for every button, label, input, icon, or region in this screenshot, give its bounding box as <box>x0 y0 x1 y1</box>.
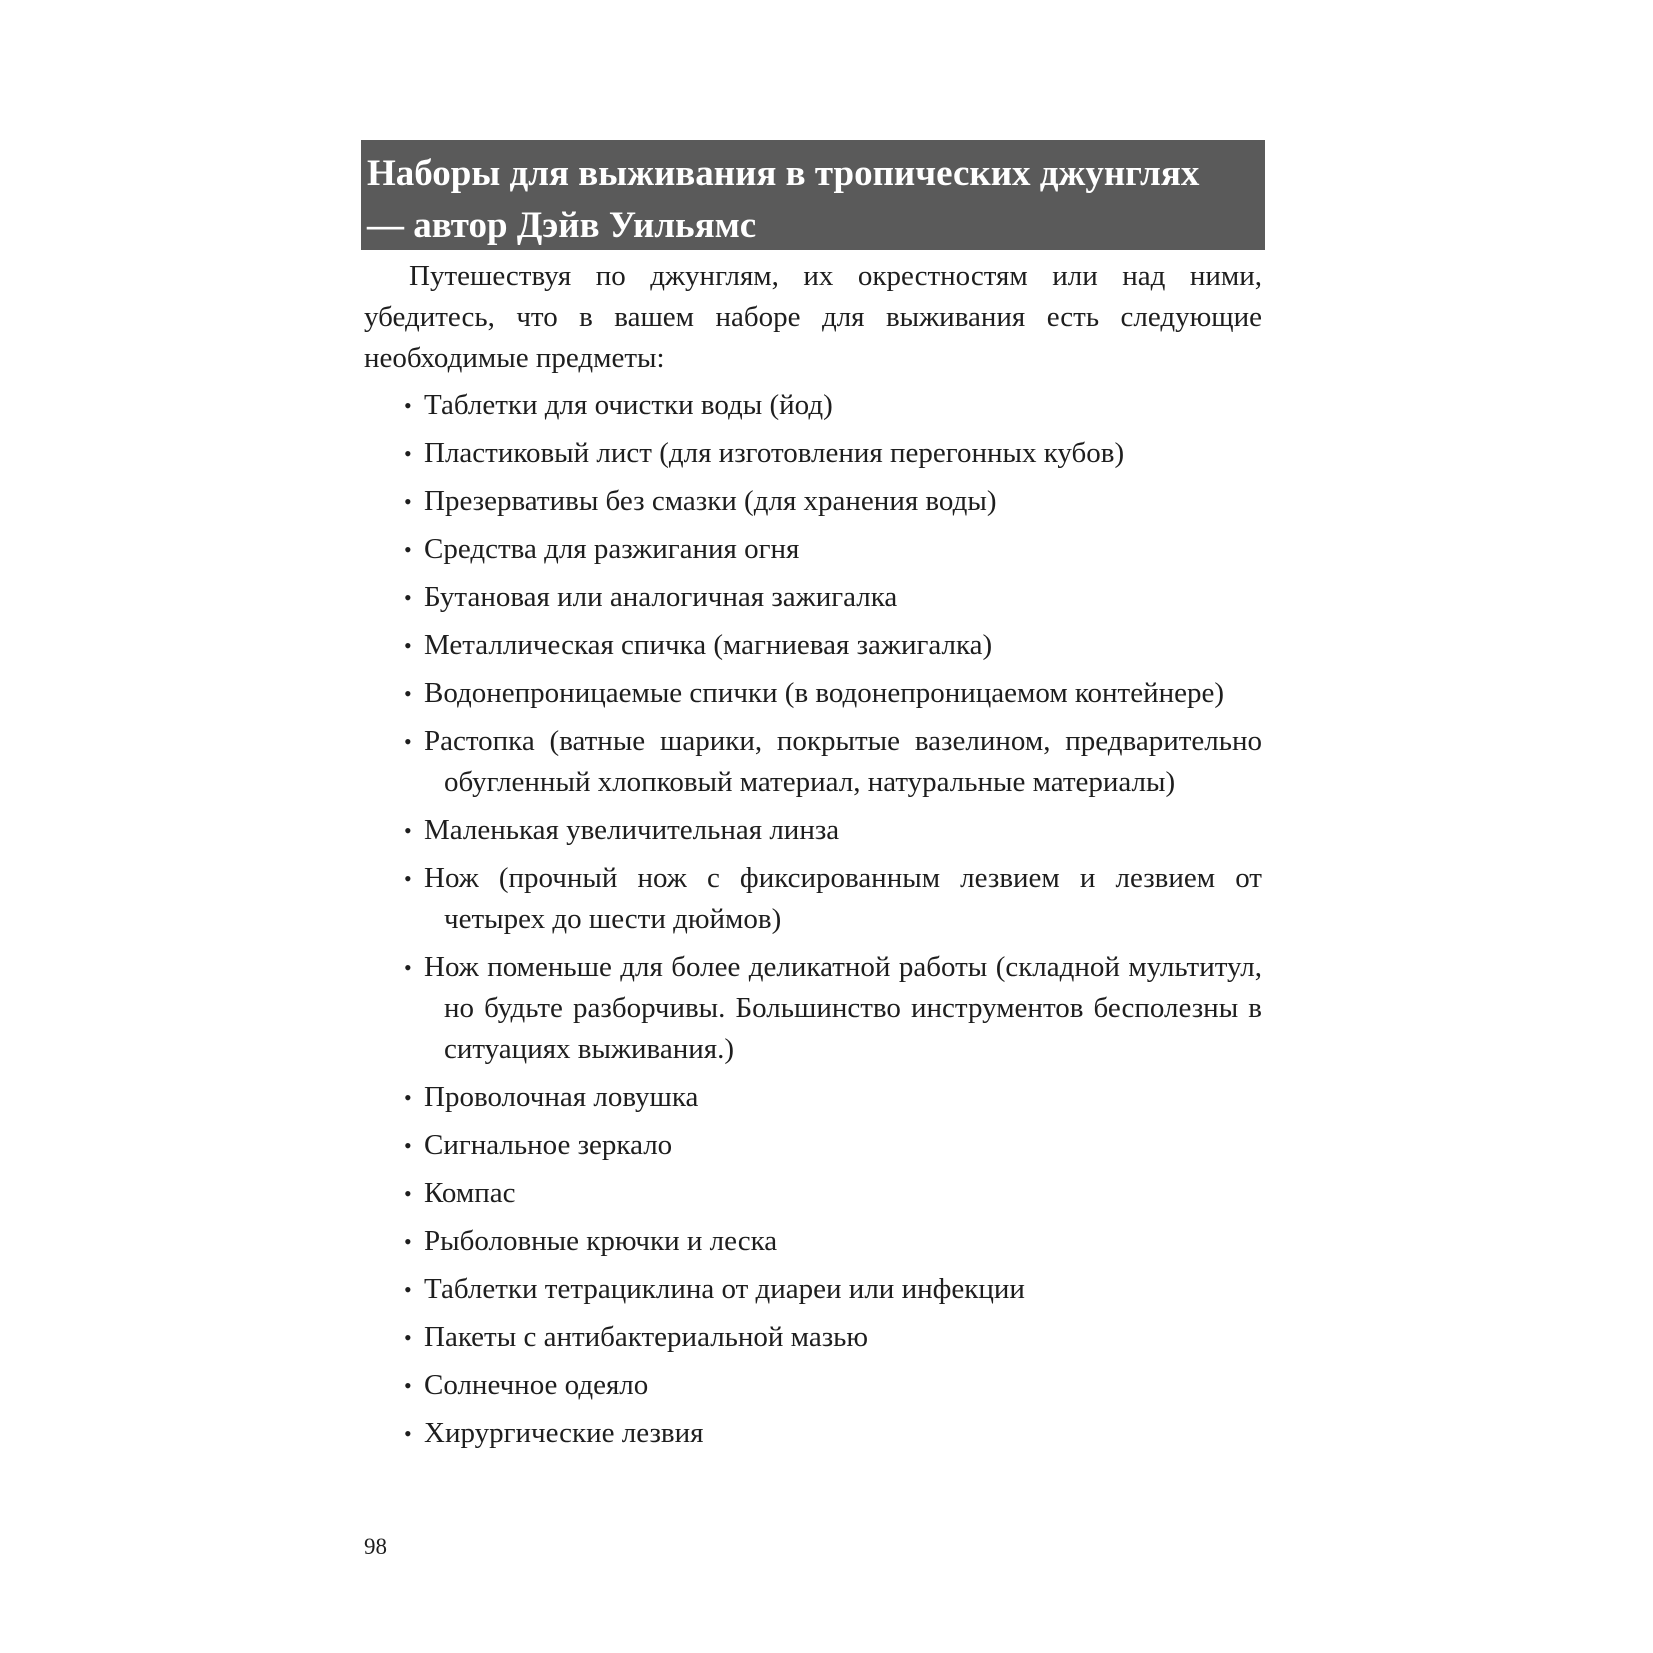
list-item <box>404 673 1262 714</box>
bullet-icon: • <box>404 585 412 610</box>
intro-paragraph: Путешествуя по джунглям, их окрестностям или над ними, убедитесь, что в вашем наборе для выживания есть следующие необходимые предметы: <box>364 260 1262 374</box>
list-item <box>404 1125 1262 1166</box>
bullet-icon: • <box>404 537 412 562</box>
bullet-icon: • <box>404 1181 412 1206</box>
heading-line-2: — автор Дэйв Уильямс <box>367 205 757 246</box>
list-item <box>404 529 1262 570</box>
bullet-icon: • <box>404 681 412 706</box>
list-item-text: Проволочная ловушка <box>424 1081 699 1113</box>
bullet-icon: • <box>404 818 412 843</box>
list-item <box>404 947 1262 1070</box>
list-item-text: Маленькая увеличительная линза <box>424 814 840 846</box>
list-item <box>404 577 1262 618</box>
list-item <box>404 1221 1262 1262</box>
list-item-text: Рыболовные крючки и леска <box>424 1225 778 1257</box>
list-item <box>404 1413 1262 1454</box>
list-item <box>404 433 1262 474</box>
survival-kit-list <box>404 385 1262 1461</box>
list-item-text: Средства для разжигания огня <box>424 533 800 565</box>
bullet-icon: • <box>404 1229 412 1254</box>
list-item <box>404 1173 1262 1214</box>
list-item-text: Солнечное одеяло <box>424 1369 649 1401</box>
bullet-icon: • <box>404 1133 412 1158</box>
list-item-text: Таблетки для очистки воды (йод) <box>424 389 833 421</box>
list-item <box>404 481 1262 522</box>
list-item <box>404 385 1262 426</box>
bullet-icon: • <box>404 633 412 658</box>
list-item-text: Таблетки тетрациклина от диареи или инфекции <box>424 1273 1025 1305</box>
bullet-icon: • <box>404 955 412 980</box>
list-item <box>404 858 1262 940</box>
list-item-text: Пластиковый лист (для изготовления перегонных кубов) <box>424 437 1125 469</box>
bullet-icon: • <box>404 1421 412 1446</box>
bullet-icon: • <box>404 866 412 891</box>
list-item <box>404 721 1262 803</box>
bullet-icon: • <box>404 1085 412 1110</box>
bullet-icon: • <box>404 1373 412 1398</box>
list-item-text: Сигнальное зеркало <box>424 1129 673 1161</box>
list-item <box>404 1317 1262 1358</box>
section-heading <box>361 140 1265 250</box>
list-item <box>404 1365 1262 1406</box>
list-item-text: Нож (прочный нож с фиксированным лезвием и лезвием от четырех до шести дюймов) <box>424 862 1262 935</box>
list-item <box>404 625 1262 666</box>
page-number: 98 <box>364 1534 387 1559</box>
bullet-icon: • <box>404 729 412 754</box>
list-item-text: Хирургические лезвия <box>424 1417 704 1449</box>
list-item <box>404 1269 1262 1310</box>
list-item-text: Компас <box>424 1177 516 1209</box>
list-item-text: Водонепроницаемые спички (в водонепроницаемом контейнере) <box>424 677 1225 709</box>
bullet-icon: • <box>404 1325 412 1350</box>
list-item-text: Нож поменьше для более деликатной работы (складной мультитул, но будьте разборчивы. Большинство инструментов бесполезны в ситуациях выживания.) <box>424 951 1262 1065</box>
list-item-text: Металлическая спичка (магниевая зажигалка) <box>424 629 993 661</box>
heading-line-1: Наборы для выживания в тропических джунглях <box>367 153 1200 194</box>
list-item <box>404 1077 1262 1118</box>
list-item-text: Презервативы без смазки (для хранения воды) <box>424 485 997 517</box>
bullet-icon: • <box>404 489 412 514</box>
bullet-icon: • <box>404 393 412 418</box>
list-item-text: Пакеты с антибактериальной мазью <box>424 1321 869 1353</box>
list-item-text: Бутановая или аналогичная зажигалка <box>424 581 898 613</box>
bullet-icon: • <box>404 1277 412 1302</box>
bullet-icon: • <box>404 441 412 466</box>
list-item <box>404 810 1262 851</box>
list-item-text: Растопка (ватные шарики, покрытые вазелином, предварительно обугленный хлопковый материал, натуральные материалы) <box>424 725 1262 798</box>
